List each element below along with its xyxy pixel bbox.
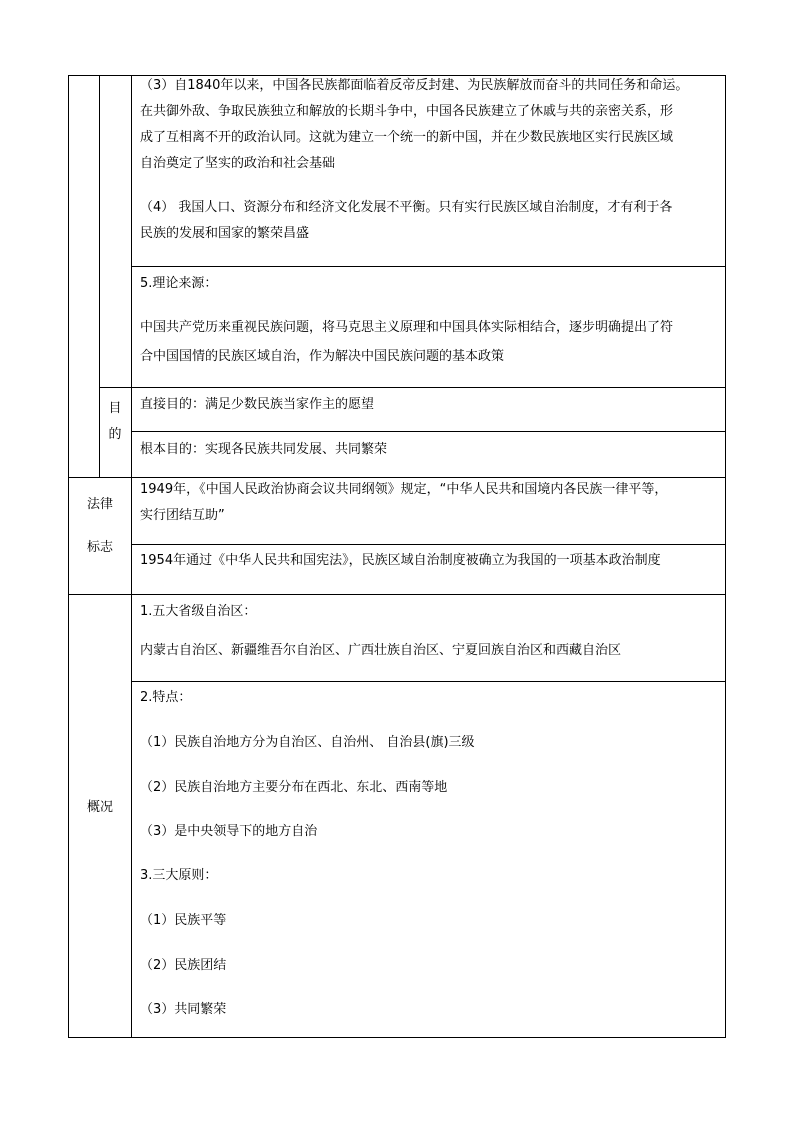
- theory-title: 5.理论来源：: [140, 276, 218, 291]
- feature-1: （1）民族自治地方分为自治区、自治州、 自治县(旗)三级: [140, 735, 475, 750]
- legal-item1-line1: 1949年，《中国人民政治协商会议共同纲领》规定，“中华人民共和国境内各民族一律平等，: [140, 482, 668, 497]
- principles-title: 3.三大原则：: [140, 868, 218, 883]
- legal-label-1: 法律: [86, 497, 113, 512]
- legal-item1-line2: 实行团结互助”: [140, 508, 225, 523]
- background-p3-line3: 成了互相离不开的政治认同。这就为建立一个统一的新中国，并在少数民族地区实行民族区域: [140, 130, 674, 145]
- feature-2: （2）民族自治地方主要分布在西北、东北、西南等地: [140, 780, 448, 795]
- background-p4-line2: 民族的发展和国家的繁荣昌盛: [140, 226, 310, 241]
- background-p3-line2: 在共御外敌、争取民族独立和解放的长期斗争中，中国各民族建立了休戚与共的亲密关系，形: [140, 104, 674, 119]
- theory-line2: 合中国国情的民族区域自治，作为解决中国民族问题的基本政策: [140, 349, 505, 364]
- row-divider-purpose: [99, 387, 726, 388]
- row-divider-legal-inner: [131, 544, 726, 545]
- principle-1: （1）民族平等: [140, 913, 227, 928]
- row-divider-overview-inner: [131, 681, 726, 682]
- sub-column-divider: [99, 75, 100, 478]
- legal-item2: 1954年通过《中华人民共和国宪法》，民族区域自治制度被确立为我国的一项基本政治制度: [140, 553, 661, 568]
- background-p3-line1: （3）自1840年以来，中国各民族都面临着反帝反封建、为民族解放而奋斗的共同任务和命运。: [140, 78, 689, 93]
- table-border-left: [68, 75, 69, 1038]
- overview-label: 概况: [86, 800, 113, 815]
- legal-label-2: 标志: [86, 540, 113, 555]
- row-divider-theory: [131, 266, 726, 267]
- table-border-bottom: [68, 1037, 726, 1038]
- principle-2: （2）民族团结: [140, 958, 227, 973]
- purpose-label-1: 目: [108, 401, 122, 416]
- theory-line1: 中国共产党历来重视民族问题，将马克思主义原理和中国具体实际相结合，逐步明确提出了符: [140, 320, 674, 335]
- regions-title: 1.五大省级自治区：: [140, 604, 257, 619]
- background-p4-line1: （4） 我国人口、资源分布和经济文化发展不平衡。只有实行民族区域自治制度，才有利于各: [140, 200, 673, 215]
- purpose-direct: 直接目的：满足少数民族当家作主的愿望: [140, 397, 375, 412]
- features-title: 2.特点：: [140, 690, 192, 705]
- purpose-label-2: 的: [108, 427, 122, 442]
- row-divider-purpose-inner: [131, 431, 726, 432]
- regions-list: 内蒙古自治区、新疆维吾尔自治区、广西壮族自治区、宁夏回族自治区和西藏自治区: [140, 643, 622, 658]
- table-border-top: [68, 75, 726, 76]
- purpose-fundamental: 根本目的：实现各民族共同发展、共同繁荣: [140, 442, 388, 457]
- feature-3: （3）是中央领导下的地方自治: [140, 824, 318, 839]
- background-p3-line4: 自治奠定了坚实的政治和社会基础: [140, 156, 336, 171]
- row-divider-legal: [68, 477, 726, 478]
- row-divider-overview: [68, 594, 726, 595]
- table-border-right: [725, 75, 726, 1038]
- principle-3: （3）共同繁荣: [140, 1002, 227, 1017]
- content-column-divider: [131, 75, 132, 1038]
